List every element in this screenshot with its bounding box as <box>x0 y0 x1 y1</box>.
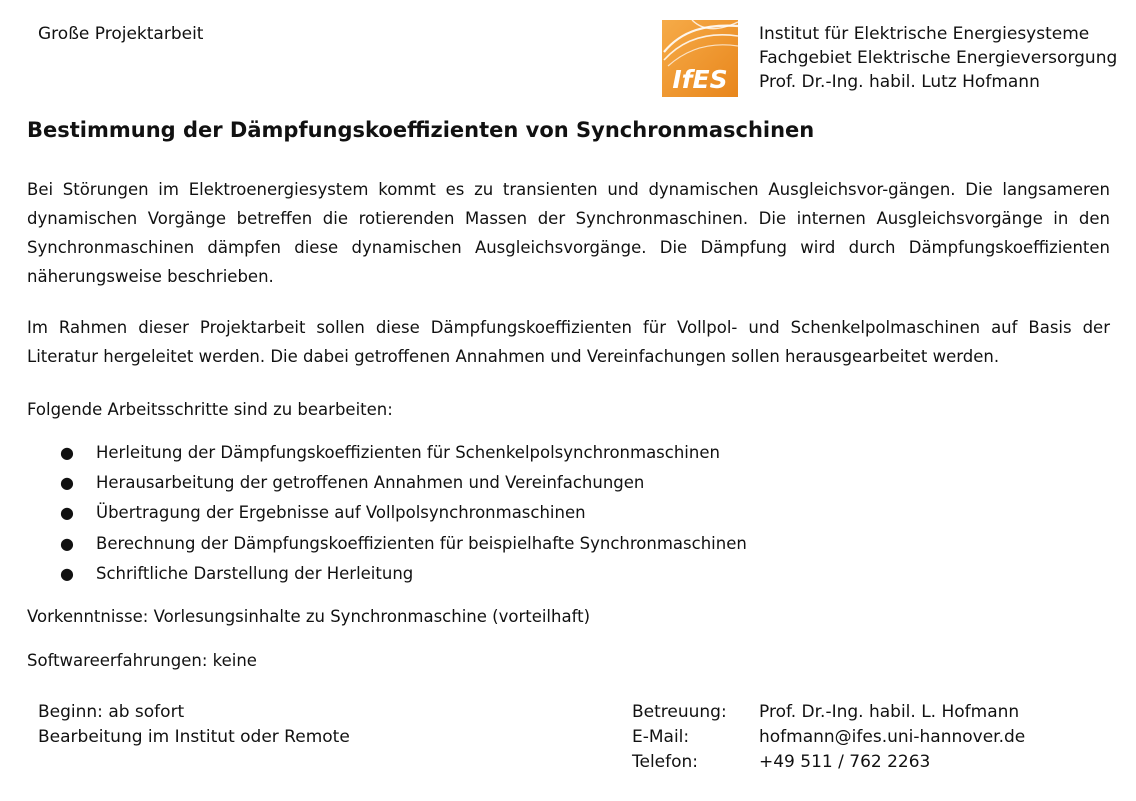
scope-paragraph: Im Rahmen dieser Projektarbeit sollen diese Dämpfungskoeffizienten für Vollpol- und Schenkelpolmaschinen auf Basis der Literatur hergeleitet werden. Die dabei getroffenen Annahmen und Vereinfachungen sollen herausgearbeitet werden. <box>27 318 1110 366</box>
institute-info <box>759 22 1117 94</box>
list-item <box>60 498 747 528</box>
department-name: Fachgebiet Elektrische Energieversorgung <box>759 48 1118 68</box>
bullet-icon: ● <box>60 503 74 523</box>
task-text: Schriftliche Darstellung der Herleitung <box>96 563 414 583</box>
footer-info <box>38 700 350 750</box>
page-title: Bestimmung der Dämpfungskoeffizienten von Synchronmaschinen <box>27 118 815 142</box>
intro-paragraph: Bei Störungen im Elektroenergiesystem kommt es zu transienten und dynamischen Ausgleichsvor-gängen. Die langsameren dynamischen Vorgänge betreffen die rotierenden Massen der Synchronmaschinen. Die internen Ausgleichsvorgänge in den Synchronmaschinen dämpfen diese dynamischen Ausgleichsvorgänge. Die Dämpfung wird durch Dämpfungskoeffizienten näherungsweise beschrieben. <box>27 180 1110 286</box>
task-text: Herleitung der Dämpfungskoeffizienten für Schenkelpolsynchronmaschinen <box>96 443 720 462</box>
software-requirements: Softwareerfahrungen: keine <box>27 651 257 670</box>
logo-text: IfES <box>672 65 728 94</box>
task-text: Herausarbeitung der getroffenen Annahmen und Vereinfachungen <box>96 473 645 493</box>
task-text: Berechnung der Dämpfungskoeffizienten für beispielhafte Synchronmaschinen <box>96 533 747 553</box>
contact-label: Telefon: <box>632 752 699 772</box>
list-item <box>60 438 747 468</box>
professor-name: Prof. Dr.-Ing. habil. Lutz Hofmann <box>759 72 1040 92</box>
task-text: Übertragung der Ergebnisse auf Vollpolsynchronmaschinen <box>96 503 586 523</box>
contact-label: Betreuung: <box>632 702 727 722</box>
bullet-icon: ● <box>60 473 74 493</box>
document-category: Große Projektarbeit <box>38 24 204 44</box>
list-item <box>60 468 747 498</box>
contact-row-email <box>632 725 1025 750</box>
contact-row-supervisor <box>632 700 1025 725</box>
contact-info <box>632 700 1025 775</box>
contact-row-phone <box>632 750 1025 775</box>
contact-label: E-Mail: <box>632 727 690 747</box>
bullet-icon: ● <box>60 563 74 583</box>
list-item <box>60 559 747 589</box>
bullet-icon: ● <box>60 443 74 462</box>
start-date: Beginn: ab sofort <box>38 702 185 722</box>
email-address: hofmann@ifes.uni-hannover.de <box>759 727 1026 747</box>
bullet-icon: ● <box>60 533 74 553</box>
tasks-heading: Folgende Arbeitsschritte sind zu bearbeiten: <box>27 400 393 419</box>
ifes-logo <box>662 20 738 97</box>
prerequisites: Vorkenntnisse: Vorlesungsinhalte zu Synchronmaschine (vorteilhaft) <box>27 607 591 626</box>
supervisor-name: Prof. Dr.-Ing. habil. L. Hofmann <box>759 702 1020 722</box>
list-item <box>60 529 747 559</box>
institute-name: Institut für Elektrische Energiesysteme <box>759 24 1090 44</box>
phone-number: +49 511 / 762 2263 <box>759 752 931 772</box>
work-location: Bearbeitung im Institut oder Remote <box>38 727 350 747</box>
task-list <box>60 438 747 589</box>
